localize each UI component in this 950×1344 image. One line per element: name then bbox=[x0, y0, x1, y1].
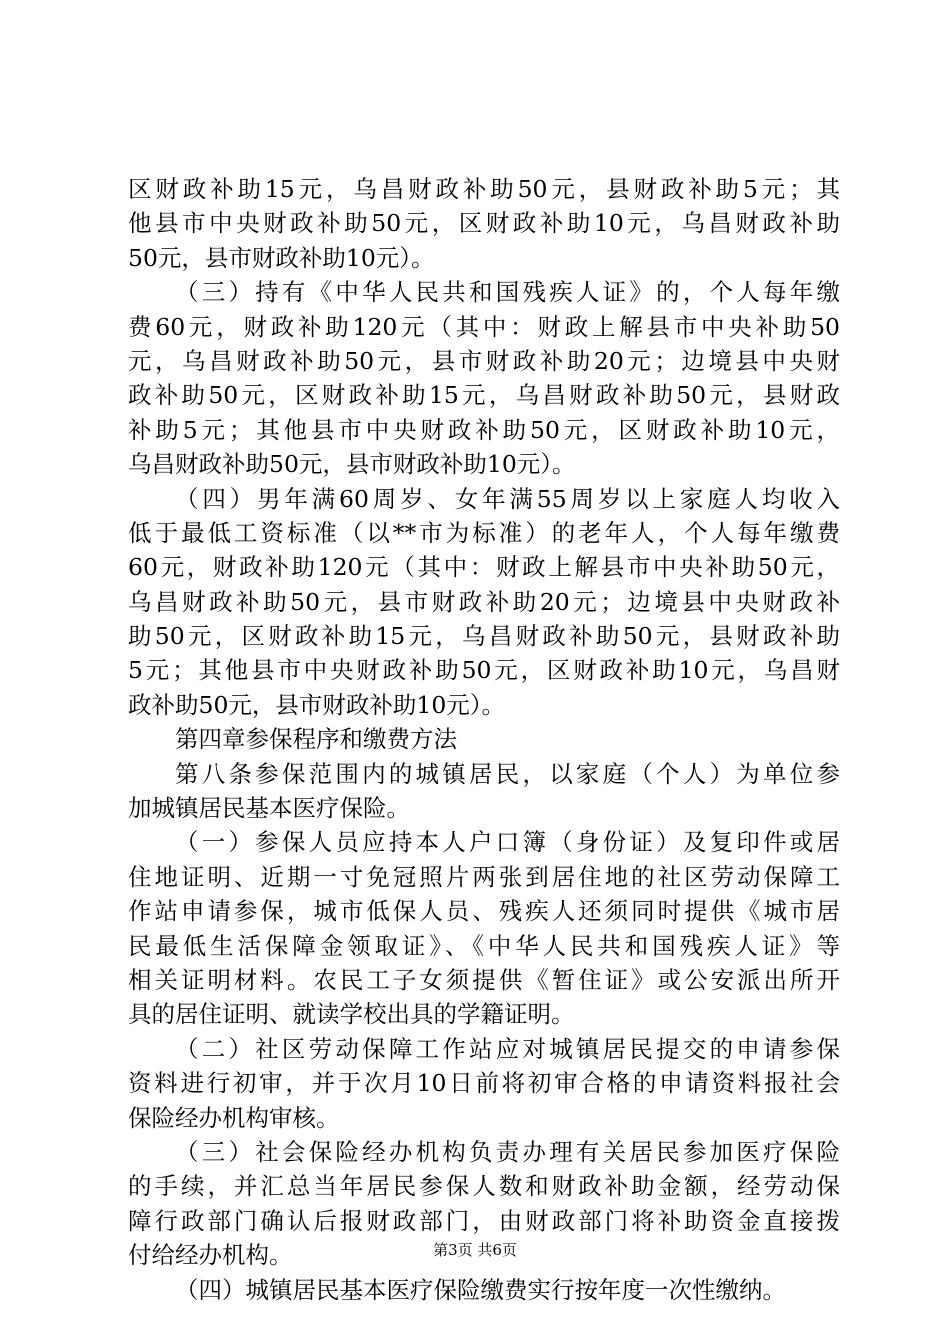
text-line: 政补助50元，县市财政补助10元）。 bbox=[128, 690, 506, 719]
paragraph-step-4 bbox=[128, 1273, 840, 1307]
paragraph-continued bbox=[128, 172, 840, 275]
paragraph-item-3 bbox=[128, 275, 840, 481]
text-line: 他县市中央财政补助50元，区财政补助10元，乌昌财政补助 bbox=[128, 209, 840, 238]
text-line: 障行政部门确认后报财政部门，由财政部门将补助资金直接拨 bbox=[128, 1206, 840, 1235]
text-line: 第四章参保程序和缴费方法 bbox=[175, 725, 457, 754]
text-line: 政补助50元，区财政补助15元，乌昌财政补助50元，县财政 bbox=[128, 381, 840, 410]
paragraph-article-8 bbox=[128, 757, 840, 826]
text-line: （四）城镇居民基本医疗保险缴费实行按年度一次性缴纳。 bbox=[175, 1275, 786, 1304]
text-line: 元，乌昌财政补助50元，县市财政补助20元；边境县中央财 bbox=[128, 346, 840, 375]
text-line: 作站申请参保，城市低保人员、残疾人还须同时提供《城市居 bbox=[128, 897, 840, 926]
text-line: 资料进行初审，并于次月10日前将初审合格的申请资料报社会 bbox=[128, 1069, 840, 1098]
text-line: （三）持有《中华人民共和国残疾人证》的，个人每年缴 bbox=[175, 278, 840, 307]
text-line: 乌昌财政补助50元，县市财政补助10元）。 bbox=[128, 450, 576, 479]
text-line: （四）男年满60周岁、女年满55周岁以上家庭人均收入 bbox=[175, 484, 840, 513]
text-line: 具的居住证明、就读学校出具的学籍证明。 bbox=[128, 1000, 575, 1029]
text-line: 民最低生活保障金领取证》、《中华人民共和国残疾人证》等 bbox=[128, 931, 840, 960]
text-line: （三）社会保险经办机构负责办理有关居民参加医疗保险 bbox=[175, 1137, 840, 1166]
text-line: 低于最低工资标准（以**市为标准）的老年人，个人每年缴费 bbox=[128, 518, 840, 547]
paragraph-step-1 bbox=[128, 825, 840, 1031]
text-line: 50元，县市财政补助10元）。 bbox=[128, 243, 435, 272]
text-line: 付给经办机构。 bbox=[128, 1241, 293, 1270]
text-line: 区财政补助15元，乌昌财政补助50元，县财政补助5元；其 bbox=[128, 175, 840, 203]
text-line: （二）社区劳动保障工作站应对城镇居民提交的申请参保 bbox=[175, 1034, 840, 1063]
text-line: 5元；其他县市中央财政补助50元，区财政补助10元，乌昌财 bbox=[128, 656, 840, 685]
paragraph-step-2 bbox=[128, 1032, 840, 1135]
text-line: 第八条参保范围内的城镇居民，以家庭（个人）为单位参 bbox=[175, 759, 840, 788]
paragraph-item-4 bbox=[128, 482, 840, 723]
text-line: 乌昌财政补助50元，县市财政补助20元；边境县中央财政补 bbox=[128, 587, 840, 616]
text-line: 保险经办机构审核。 bbox=[128, 1103, 340, 1132]
text-line: 加城镇居民基本医疗保险。 bbox=[128, 794, 410, 823]
document-body bbox=[128, 172, 840, 1307]
text-line: 60元，财政补助120元（其中：财政上解县市中央补助50元， bbox=[128, 553, 840, 582]
text-line: 的手续，并汇总当年居民参保人数和财政补助金额，经劳动保 bbox=[128, 1172, 840, 1201]
text-line: 住地证明、近期一寸免冠照片两张到居住地的社区劳动保障工 bbox=[128, 862, 840, 891]
text-line: 助50元，区财政补助15元，乌昌财政补助50元，县财政补助 bbox=[128, 622, 840, 651]
text-line: 相关证明材料。农民工子女须提供《暂住证》或公安派出所开 bbox=[128, 965, 840, 994]
text-line: （一）参保人员应持本人户口簿（身份证）及复印件或居 bbox=[175, 828, 840, 857]
text-line: 费60元，财政补助120元（其中：财政上解县市中央补助50 bbox=[128, 312, 840, 341]
text-line: 补助5元；其他县市中央财政补助50元，区财政补助10元， bbox=[128, 415, 840, 444]
page-footer: 第3页 共6页 bbox=[433, 1241, 517, 1259]
paragraph-chapter-4 bbox=[128, 722, 840, 756]
